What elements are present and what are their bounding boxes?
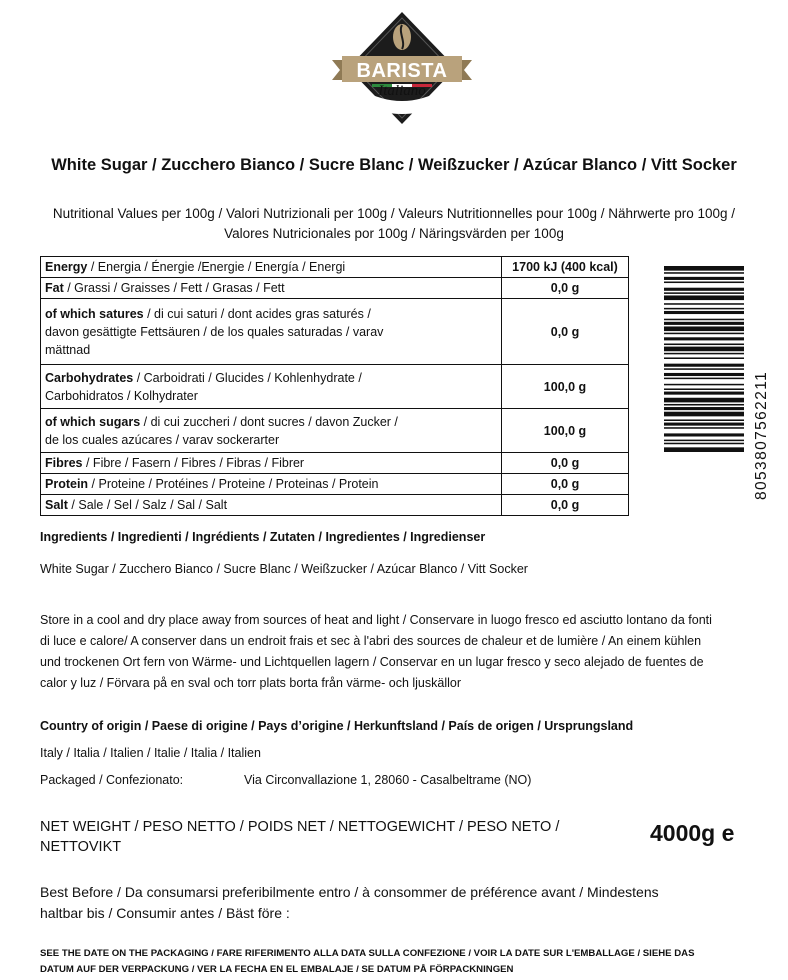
barcode-bar	[664, 357, 744, 359]
nutrition-table	[40, 256, 629, 516]
table-row	[41, 257, 629, 278]
packaged-address: Via Circonvallazione 1, 28060 - Casalbeltrame (NO)	[244, 773, 532, 787]
barcode-bar	[664, 433, 744, 436]
table-row	[41, 495, 629, 516]
nutrient-label: Energy / Energia / Énergie /Energie / Energía / Energi	[41, 257, 502, 278]
barcode-bar	[664, 378, 744, 380]
ingredients-text: White Sugar / Zucchero Bianco / Sucre Blanc / Weißzucker / Azúcar Blanco / Vitt Socker	[40, 562, 528, 576]
barcode-bar	[664, 292, 744, 294]
nutrient-label: Salt / Sale / Sel / Salz / Sal / Salt	[41, 495, 502, 516]
barcode-digits: 8053807562211	[753, 370, 770, 500]
barcode-bar	[664, 326, 744, 331]
see-date-line: SEE THE DATE ON THE PACKAGING / FARE RIFERIMENTO ALLA DATA SULLA CONFEZIONE / VOIR LA DATE SUR L'EMBALLAGE / SIEHE DAS	[40, 948, 695, 959]
table-row	[41, 453, 629, 474]
nutrient-label: Fat / Grassi / Graisses / Fett / Grasas / Fett	[41, 278, 502, 299]
packaged-label: Packaged / Confezionato:	[40, 773, 184, 787]
barcode-bar	[664, 427, 744, 429]
barcode-bar	[664, 277, 744, 280]
barcode-bar	[664, 368, 744, 370]
ingredients-heading: Ingredients / Ingredienti / Ingrédients / Zutaten / Ingredientes / Ingredienser	[40, 530, 486, 544]
storage-line: und trockenen Ort fern von Wärme- und Lichtquellen lagern / Conservar en un lugar fresco y seco alejado de fuentes de	[40, 655, 704, 669]
barcode-bar	[664, 266, 744, 271]
nutrition-heading-line1: Nutritional Values per 100g / Valori Nutrizionali per 100g / Valeurs Nutritionnelles pour 100g / Nährwerte pro 100g /	[52, 206, 736, 221]
net-weight-label	[40, 817, 560, 857]
see-date-line: DATUM AUF DER VERPACKUNG / VER LA FECHA EN EL EMBALAJE / SE DATUM PÅ FÖRPACKNINGEN	[40, 964, 514, 975]
nutrient-value: 100,0 g	[502, 365, 629, 409]
nutrient-label: Fibres / Fibre / Fasern / Fibres / Fibras / Fibrer	[41, 453, 502, 474]
barcode-bar	[664, 447, 744, 452]
nutrient-value: 1700 kJ (400 kcal)	[502, 257, 629, 278]
best-before-line: haltbar bis / Consumir antes / Bäst före :	[40, 905, 290, 921]
barcode-bar	[664, 364, 744, 367]
barcode-bar	[664, 419, 744, 421]
barcode-bar	[664, 282, 744, 284]
nutrition-heading	[0, 204, 788, 244]
best-before-text	[40, 882, 740, 924]
barcode-bar	[664, 272, 744, 274]
barcode-bar	[664, 423, 744, 426]
barcode-icon	[664, 266, 744, 500]
net-weight-value: 4000g e	[650, 820, 735, 846]
nutrient-value: 0,0 g	[502, 278, 629, 299]
barcode-bar	[664, 347, 744, 352]
product-title: White Sugar / Zucchero Bianco / Sucre Blanc / Weißzucker / Azúcar Blanco / Vitt Socker	[51, 156, 737, 174]
table-row	[41, 409, 629, 453]
barcode-bar	[664, 384, 744, 386]
barcode-bar	[664, 337, 744, 340]
nutrient-value: 0,0 g	[502, 495, 629, 516]
origin-heading: Country of origin / Paese di origine / Pays d’origine / Herkunftsland / País de origen / Ursprungsland	[40, 719, 634, 733]
nutrient-label: of which sugars / di cui zuccheri / dont sucres / davon Zucker / de los cuales azúcares / varav sockerarter	[41, 409, 502, 453]
nutrition-heading-line2: Valores Nutricionales por 100g / Näringsvärden per 100g	[224, 226, 564, 241]
storage-instructions	[40, 610, 760, 694]
nutrient-value: 0,0 g	[502, 474, 629, 495]
logo-brand-text: BARISTA	[356, 60, 448, 82]
nutrient-label: Carbohydrates / Carboidrati / Glucides / Kohlenhydrate / Carbohidratos / Kolhydrater	[41, 365, 502, 409]
barcode-bar	[664, 333, 744, 335]
barcode-bar	[664, 308, 744, 310]
barcode-bar	[664, 440, 744, 442]
barista-logo	[332, 10, 472, 126]
barcode-bar	[664, 288, 744, 291]
barcode-bar	[664, 412, 744, 417]
barcode-bar	[664, 373, 744, 376]
logo-sub-text: Italiano	[378, 83, 426, 99]
barcode-bar	[664, 319, 744, 321]
barcode-bar	[664, 311, 744, 314]
barcode-bar	[664, 353, 744, 355]
table-row	[41, 474, 629, 495]
nutrient-value: 0,0 g	[502, 299, 629, 365]
barcode-bar	[664, 295, 744, 300]
barcode-bar	[664, 388, 744, 390]
barcode-bar	[664, 404, 744, 406]
best-before-line: Best Before / Da consumarsi preferibilmente entro / à consommer de préférence avant / Mindestens	[40, 884, 659, 900]
origin-text: Italy / Italia / Italien / Italie / Italia / Italien	[40, 746, 261, 760]
storage-line: Store in a cool and dry place away from sources of heat and light / Conservare in luogo fresco ed asciutto lontano da fonti	[40, 613, 712, 627]
storage-line: di luce e calore/ A conserver dans un endroit frais et sec à l'abri des sources de chaleur et de lumière / An einem kühlen	[40, 634, 702, 648]
barcode-bar	[664, 303, 744, 305]
nutrient-value: 100,0 g	[502, 409, 629, 453]
net-weight-line: NETTOVIKT	[40, 839, 122, 855]
net-weight-line: NET WEIGHT / PESO NETTO / POIDS NET / NETTOGEWICHT / PESO NETO /	[40, 819, 560, 835]
barcode-bar	[664, 407, 744, 410]
table-row	[41, 278, 629, 299]
barcode-bar	[664, 344, 744, 346]
barcode-bar	[664, 322, 744, 325]
see-date-note	[40, 946, 780, 978]
table-row	[41, 365, 629, 409]
nutrient-value: 0,0 g	[502, 453, 629, 474]
nutrient-label: of which satures / di cui saturi / dont acides gras saturés / davon gesättigte Fettsäuren / de los quales saturadas / varav mättnad	[41, 299, 502, 365]
barcode-bar	[664, 443, 744, 445]
table-row	[41, 299, 629, 365]
barcode-bar	[664, 392, 744, 395]
barcode-bar	[664, 398, 744, 403]
storage-line: calor y luz / Förvara på en sval och torr plats borta från värme- och ljuskällor	[40, 676, 462, 690]
nutrient-label: Protein / Proteine / Protéines / Proteine / Proteinas / Protein	[41, 474, 502, 495]
